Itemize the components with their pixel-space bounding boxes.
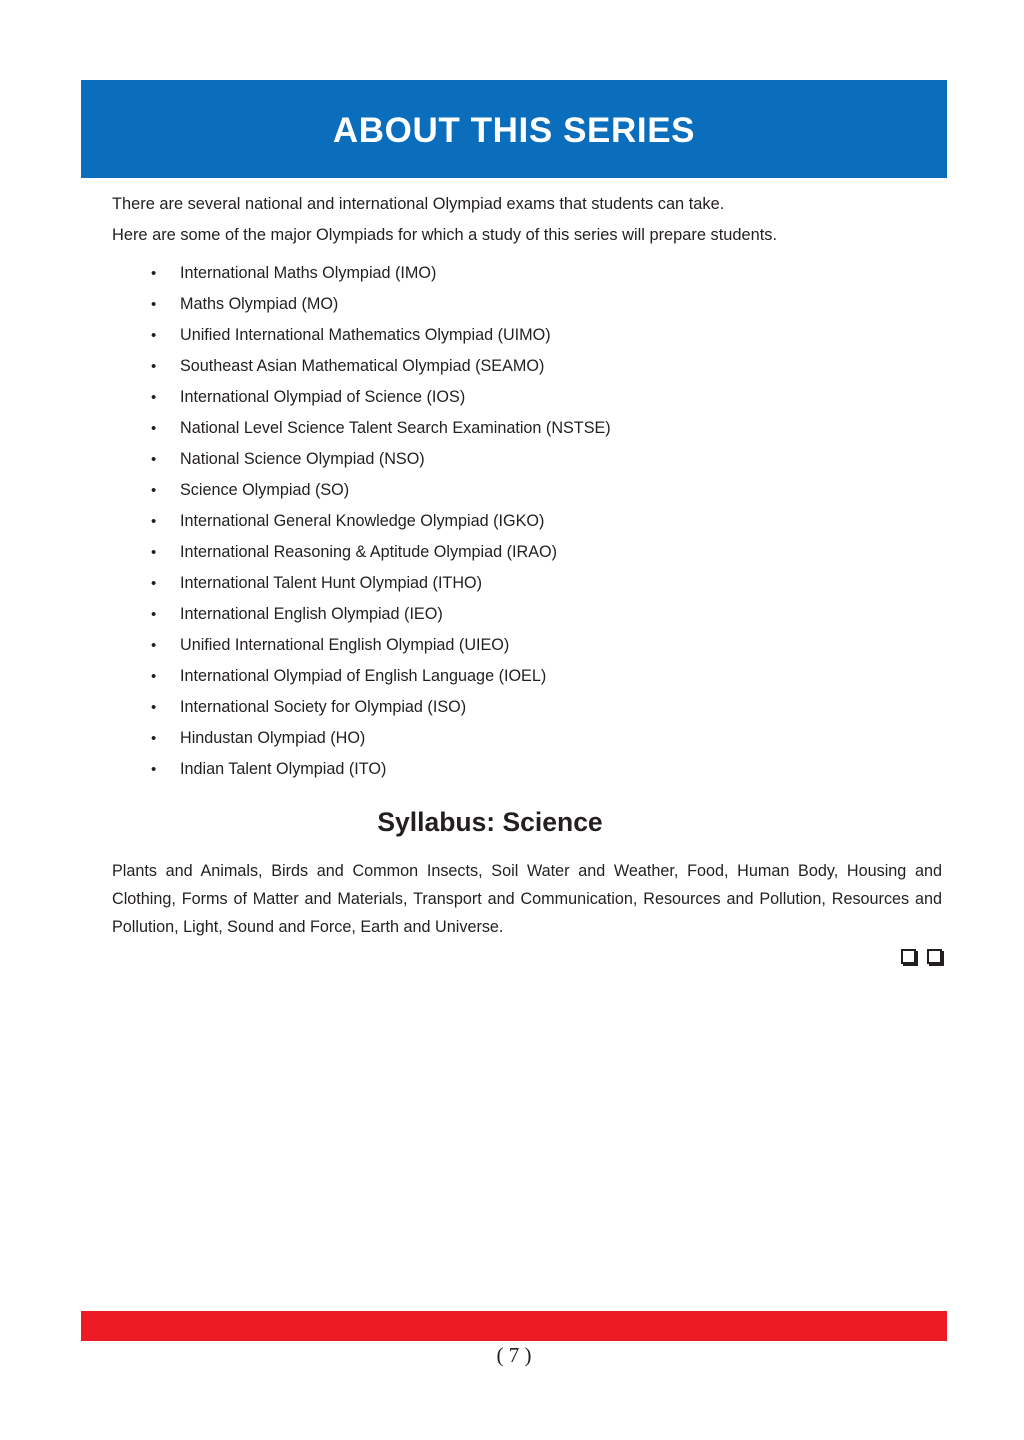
list-item [112, 258, 942, 289]
end-mark-square-icon [927, 949, 942, 964]
bullet-icon: • [151, 450, 157, 468]
bullet-icon: • [151, 574, 157, 592]
list-item [112, 599, 942, 630]
list-item [112, 475, 942, 506]
bullet-icon: • [151, 543, 157, 561]
syllabus-body-text: Plants and Animals, Birds and Common Insects, Soil Water and Weather, Food, Human Body, Housing and Clothing, Forms of Matter and Materials, Transport and Communication, Resources and Pollution, Resources and Pollution, Light, Sound and Force, Earth and Universe. [112, 861, 942, 936]
page-content [112, 196, 942, 964]
section-header-banner [81, 80, 947, 178]
list-item-label: International Olympiad of English Language (IOEL) [180, 666, 547, 685]
list-item-label: Unified International English Olympiad (UIEO) [180, 635, 510, 654]
list-item-label: International Olympiad of Science (IOS) [180, 387, 466, 406]
list-item [112, 692, 942, 723]
list-item [112, 723, 942, 754]
list-item [112, 754, 942, 785]
list-item-label: International Talent Hunt Olympiad (ITHO) [180, 573, 482, 592]
list-item-label: Unified International Mathematics Olympiad (UIMO) [180, 325, 551, 344]
bullet-icon: • [151, 605, 157, 623]
bullet-icon: • [151, 698, 157, 716]
list-item [112, 568, 942, 599]
list-item-label: International English Olympiad (IEO) [180, 604, 443, 623]
list-item-label: International Maths Olympiad (IMO) [180, 263, 437, 282]
list-item [112, 320, 942, 351]
page-number: ( 7 ) [496, 1343, 532, 1367]
list-item-label: National Level Science Talent Search Examination (NSTSE) [180, 418, 611, 437]
list-item [112, 351, 942, 382]
list-item [112, 537, 942, 568]
list-item-label: National Science Olympiad (NSO) [180, 449, 425, 468]
olympiad-list [112, 258, 942, 785]
list-item [112, 444, 942, 475]
bullet-icon: • [151, 295, 157, 313]
bullet-icon: • [151, 512, 157, 530]
list-item [112, 413, 942, 444]
bullet-icon: • [151, 481, 157, 499]
syllabus-heading: Syllabus: Science [377, 806, 603, 837]
bullet-icon: • [151, 667, 157, 685]
intro-paragraph-1: There are several national and international Olympiad exams that students can take. [112, 195, 725, 213]
list-item [112, 289, 942, 320]
bullet-icon: • [151, 636, 157, 654]
list-item-label: Southeast Asian Mathematical Olympiad (SEAMO) [180, 356, 545, 375]
bullet-icon: • [151, 419, 157, 437]
bullet-icon: • [151, 326, 157, 344]
list-item-label: International General Knowledge Olympiad (IGKO) [180, 511, 545, 530]
list-item [112, 661, 942, 692]
footer-banner [81, 1311, 947, 1341]
list-item-label: Hindustan Olympiad (HO) [180, 728, 366, 747]
bullet-icon: • [151, 729, 157, 747]
list-item [112, 382, 942, 413]
end-of-section-marks [112, 949, 942, 965]
bullet-icon: • [151, 388, 157, 406]
bullet-icon: • [151, 357, 157, 375]
list-item [112, 630, 942, 661]
list-item-label: Science Olympiad (SO) [180, 480, 350, 499]
list-item-label: International Reasoning & Aptitude Olympiad (IRAO) [180, 542, 558, 561]
list-item-label: International Society for Olympiad (ISO) [180, 697, 467, 716]
list-item-label: Maths Olympiad (MO) [180, 294, 339, 313]
intro-paragraph-2: Here are some of the major Olympiads for which a study of this series will prepare students. [112, 226, 778, 245]
bullet-icon: • [151, 760, 157, 778]
list-item [112, 506, 942, 537]
list-item-label: Indian Talent Olympiad (ITO) [180, 759, 387, 778]
bullet-icon: • [151, 264, 157, 282]
page-title: ABOUT THIS SERIES [332, 110, 696, 150]
end-mark-square-icon [901, 949, 916, 964]
